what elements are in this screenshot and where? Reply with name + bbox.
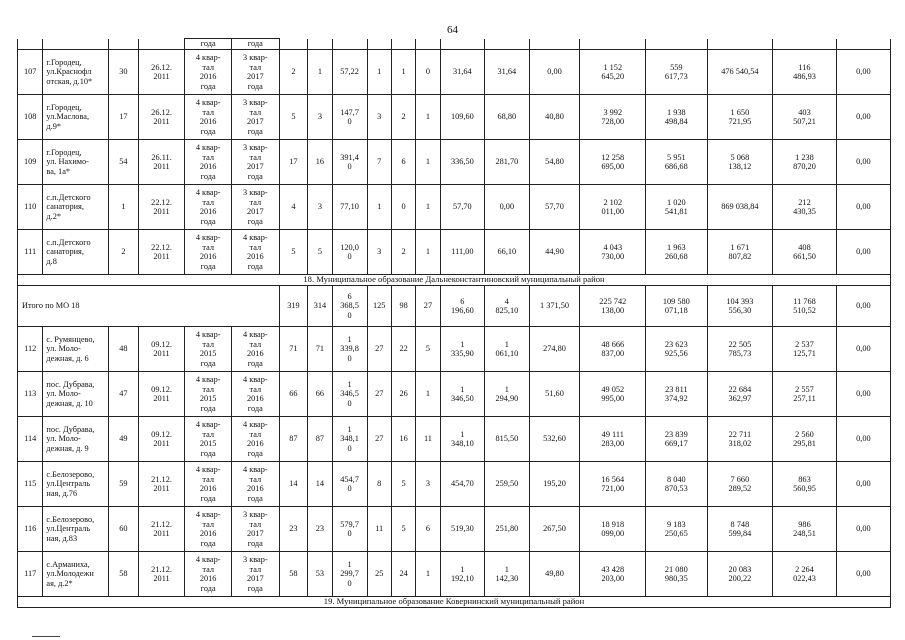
cell: 0,00 <box>836 507 890 552</box>
cell: 26.12. 2011 <box>138 50 185 95</box>
cell: 27 <box>367 372 391 417</box>
cell: 6 <box>391 140 415 185</box>
cell: 8 <box>367 462 391 507</box>
cell: 3 <box>308 95 332 140</box>
cell: 54 <box>109 140 139 185</box>
cell: 408 661,50 <box>773 230 837 275</box>
cell: 98 <box>391 286 415 327</box>
table-row <box>18 95 891 140</box>
cell: 30 <box>109 50 139 95</box>
cell: 1 <box>391 50 415 95</box>
cell: 4 квар- тал 2015 года <box>185 417 232 462</box>
cell: 27 <box>367 327 391 372</box>
address-cell: с.Белозерово, ул.Централь ная, д.76 <box>43 462 109 507</box>
row-number: 114 <box>18 417 43 462</box>
cell: 1 020 541,81 <box>646 185 707 230</box>
cell: 815,50 <box>485 417 529 462</box>
cell: 1 <box>416 552 440 597</box>
cell: 403 507,21 <box>773 95 837 140</box>
cell: 0,00 <box>836 230 890 275</box>
row-number: 116 <box>18 507 43 552</box>
cell: 5 951 686,68 <box>646 140 707 185</box>
cell: 454,70 <box>440 462 484 507</box>
cell <box>485 39 529 50</box>
cell: 125 <box>367 286 391 327</box>
cell: 18 918 099,00 <box>580 507 646 552</box>
table-row <box>18 140 891 185</box>
cell: 1 963 260,68 <box>646 230 707 275</box>
cell: 59 <box>109 462 139 507</box>
cell: 57,70 <box>440 185 484 230</box>
cell <box>836 39 890 50</box>
table-row <box>18 230 891 275</box>
cell: года <box>185 39 232 50</box>
cell: 1 <box>308 50 332 95</box>
total-row <box>18 286 891 327</box>
cell: 579,7 0 <box>332 507 367 552</box>
cell: 27 <box>416 286 440 327</box>
cell <box>391 39 415 50</box>
cell: 1 348,10 <box>440 417 484 462</box>
cell: 22 684 362,97 <box>707 372 773 417</box>
cell: 454,7 0 <box>332 462 367 507</box>
cell <box>308 39 332 50</box>
cell: 09.12. 2011 <box>138 372 185 417</box>
cell: 4 квар- тал 2016 года <box>185 230 232 275</box>
cell: 3 квар- тал 2017 года <box>231 95 279 140</box>
row-number: 113 <box>18 372 43 417</box>
row-number: 112 <box>18 327 43 372</box>
cell: 1 650 721,95 <box>707 95 773 140</box>
cell: 21 080 980,35 <box>646 552 707 597</box>
cell: 251,80 <box>485 507 529 552</box>
cell: 147,7 0 <box>332 95 367 140</box>
cell: 51,60 <box>529 372 580 417</box>
table-row <box>18 327 891 372</box>
cell <box>646 39 707 50</box>
cell: 57,22 <box>332 50 367 95</box>
address-cell: с.п.Детского санатория, д.8 <box>43 230 109 275</box>
cell: 2 102 011,00 <box>580 185 646 230</box>
cell: 11 <box>416 417 440 462</box>
cell: 16 <box>308 140 332 185</box>
cell: 4 квар- тал 2016 года <box>185 140 232 185</box>
cell: 11 <box>367 507 391 552</box>
cell: 26 <box>391 372 415 417</box>
cell: 47 <box>109 372 139 417</box>
cell: 58 <box>279 552 308 597</box>
group-mo18-rows <box>18 50 891 275</box>
cell: 1 142,30 <box>485 552 529 597</box>
cell: 1 299,7 0 <box>332 552 367 597</box>
row-number: 107 <box>18 50 43 95</box>
cell: 16 564 721,00 <box>580 462 646 507</box>
address-cell: г.Городец, ул. Нахимо- ва, 1а* <box>43 140 109 185</box>
cell: 3 <box>308 185 332 230</box>
cell: 274,80 <box>529 327 580 372</box>
cell: 49,80 <box>529 552 580 597</box>
cell: 319 <box>279 286 308 327</box>
cell <box>773 39 837 50</box>
cell: 58 <box>109 552 139 597</box>
cell: 26.12. 2011 <box>138 95 185 140</box>
cell: 225 742 138,00 <box>580 286 646 327</box>
row-number: 110 <box>18 185 43 230</box>
cell: 3 992 728,00 <box>580 95 646 140</box>
table-row <box>18 185 891 230</box>
cell: 4 <box>279 185 308 230</box>
cell: 71 <box>308 327 332 372</box>
cell: 4 квар- тал 2016 года <box>185 185 232 230</box>
cell: 0,00 <box>836 372 890 417</box>
cell: 2 <box>279 50 308 95</box>
cell: 7 660 289,52 <box>707 462 773 507</box>
cell: 66 <box>279 372 308 417</box>
cell: 267,50 <box>529 507 580 552</box>
cell: 1 346,50 <box>440 372 484 417</box>
cell: 49 <box>109 417 139 462</box>
cell: 4 квар- тал 2016 года <box>185 507 232 552</box>
cell: 7 <box>367 140 391 185</box>
cell: 0,00 <box>836 140 890 185</box>
cell: 4 825,10 <box>485 286 529 327</box>
cell: 21.12. 2011 <box>138 507 185 552</box>
cell: 53 <box>308 552 332 597</box>
cell <box>367 39 391 50</box>
cell: 2 557 257,11 <box>773 372 837 417</box>
cell: 4 квар- тал 2016 года <box>185 95 232 140</box>
cell: 1 346,5 0 <box>332 372 367 417</box>
address-cell: г.Городец, ул.Краснофл отская, д.10* <box>43 50 109 95</box>
cell: 1 192,10 <box>440 552 484 597</box>
cell: 22.12. 2011 <box>138 185 185 230</box>
page-number: 64 <box>447 24 458 36</box>
cell: 3 <box>367 230 391 275</box>
cell: 559 617,73 <box>646 50 707 95</box>
cell: 863 560,95 <box>773 462 837 507</box>
cell: 3 <box>416 462 440 507</box>
cell: 23 623 925,56 <box>646 327 707 372</box>
cell: 66,10 <box>485 230 529 275</box>
cell: 259,50 <box>485 462 529 507</box>
cell: 23 811 374,92 <box>646 372 707 417</box>
cell: 5 <box>279 230 308 275</box>
cell: 31,64 <box>440 50 484 95</box>
margin-mark <box>32 633 60 637</box>
cell: 104 393 556,30 <box>707 286 773 327</box>
cell: 120,0 0 <box>332 230 367 275</box>
cell: 3 квар- тал 2017 года <box>231 50 279 95</box>
cell: 111,00 <box>440 230 484 275</box>
cell: 3 <box>367 95 391 140</box>
cell: 09.12. 2011 <box>138 417 185 462</box>
cell: 57,70 <box>529 185 580 230</box>
cell: 2 537 125,71 <box>773 327 837 372</box>
cell: 4 квар- тал 2015 года <box>185 372 232 417</box>
cell: 532,60 <box>529 417 580 462</box>
cell: 20 083 200,22 <box>707 552 773 597</box>
row-number: 117 <box>18 552 43 597</box>
cell: 22.12. 2011 <box>138 230 185 275</box>
cell: 23 839 669,17 <box>646 417 707 462</box>
cell: 1 <box>109 185 139 230</box>
cell: 4 квар- тал 2016 года <box>231 230 279 275</box>
cell <box>440 39 484 50</box>
cell: 1 294,90 <box>485 372 529 417</box>
cell: 48 666 837,00 <box>580 327 646 372</box>
cell: 1 339,8 0 <box>332 327 367 372</box>
cell: 2 560 295,81 <box>773 417 837 462</box>
row-number: 111 <box>18 230 43 275</box>
row-number: 108 <box>18 95 43 140</box>
cell: 391,4 0 <box>332 140 367 185</box>
cell: 26.11. 2011 <box>138 140 185 185</box>
cell: 22 711 318,02 <box>707 417 773 462</box>
cell: 60 <box>109 507 139 552</box>
cell: 1 348,1 0 <box>332 417 367 462</box>
cell: 476 540,54 <box>707 50 773 95</box>
address-cell: с. Румянцево, ул. Моло- дежная, д. 6 <box>43 327 109 372</box>
cell: 1 <box>367 185 391 230</box>
cell: 4 квар- тал 2016 года <box>185 462 232 507</box>
table-row <box>18 50 891 95</box>
cell <box>279 39 308 50</box>
cell: 4 квар- тал 2016 года <box>231 327 279 372</box>
cell: 22 <box>391 327 415 372</box>
cell: 0,00 <box>836 185 890 230</box>
cell: 77,10 <box>332 185 367 230</box>
cell <box>109 39 139 50</box>
cell: 49 111 283,00 <box>580 417 646 462</box>
cell: 1 938 498,84 <box>646 95 707 140</box>
cell: 109,60 <box>440 95 484 140</box>
housing-program-table <box>17 38 891 608</box>
cell: 8 748 599,84 <box>707 507 773 552</box>
address-cell: пос. Дубрава, ул. Моло- дежная, д. 10 <box>43 372 109 417</box>
cell: 1 671 807,82 <box>707 230 773 275</box>
table-row <box>18 417 891 462</box>
cell <box>332 39 367 50</box>
cell: 14 <box>308 462 332 507</box>
section-title-18: 18. Муниципальное образование Дальнеконстантиновский муниципальный район <box>18 275 891 286</box>
cell <box>416 39 440 50</box>
cell: 519,30 <box>440 507 484 552</box>
cell: 5 <box>391 462 415 507</box>
cell: 4 квар- тал 2016 года <box>185 552 232 597</box>
cell: 12 258 695,00 <box>580 140 646 185</box>
total-label: Итого по МО 18 <box>18 286 280 327</box>
cell: 44,90 <box>529 230 580 275</box>
cell: 5 <box>308 230 332 275</box>
address-cell: с.Белозерово, ул.Централь ная, д.83 <box>43 507 109 552</box>
cell: 6 368,5 0 <box>332 286 367 327</box>
cell: 14 <box>279 462 308 507</box>
cell: 1 <box>416 185 440 230</box>
cell: 31,64 <box>485 50 529 95</box>
cell: 0 <box>416 50 440 95</box>
cell: 0 <box>391 185 415 230</box>
cell: 66 <box>308 372 332 417</box>
cell: 4 квар- тал 2016 года <box>231 462 279 507</box>
cell <box>580 39 646 50</box>
cell <box>529 39 580 50</box>
cell: 24 <box>391 552 415 597</box>
cell: 22 505 785,73 <box>707 327 773 372</box>
address-cell: г.Городец, ул.Маслова, д.9* <box>43 95 109 140</box>
cell: 1 238 870,20 <box>773 140 837 185</box>
cell: 49 052 995,00 <box>580 372 646 417</box>
cell: 1 <box>416 140 440 185</box>
cell: 9 183 250,65 <box>646 507 707 552</box>
cell: 0,00 <box>836 95 890 140</box>
cell: 40,80 <box>529 95 580 140</box>
cell: 0,00 <box>529 50 580 95</box>
cell <box>707 39 773 50</box>
cell: 6 <box>416 507 440 552</box>
cell: 0,00 <box>836 462 890 507</box>
cell: 43 428 203,00 <box>580 552 646 597</box>
cell: года <box>231 39 279 50</box>
cell: 869 038,84 <box>707 185 773 230</box>
cell: 5 <box>391 507 415 552</box>
cell: 2 <box>391 95 415 140</box>
cell: 87 <box>279 417 308 462</box>
cell: 986 248,51 <box>773 507 837 552</box>
section-row <box>18 597 891 608</box>
cell: 23 <box>308 507 332 552</box>
cell: 71 <box>279 327 308 372</box>
cell: 2 264 022,43 <box>773 552 837 597</box>
cell: 54,80 <box>529 140 580 185</box>
cell: 1 152 645,20 <box>580 50 646 95</box>
cell: 1 <box>416 95 440 140</box>
cell: 3 квар- тал 2017 года <box>231 140 279 185</box>
cell: 336,50 <box>440 140 484 185</box>
address-cell: с.п.Детского санатория, д.2* <box>43 185 109 230</box>
group-mo19-rows <box>18 327 891 597</box>
cell: 4 квар- тал 2016 года <box>231 417 279 462</box>
cell: 4 043 730,00 <box>580 230 646 275</box>
cell: 2 <box>391 230 415 275</box>
cell: 4 квар- тал 2016 года <box>231 372 279 417</box>
cell: 0,00 <box>836 417 890 462</box>
cell: 0,00 <box>836 327 890 372</box>
table-row <box>18 372 891 417</box>
cell: 23 <box>279 507 308 552</box>
cell: 195,20 <box>529 462 580 507</box>
section-row <box>18 275 891 286</box>
cell: 1 371,50 <box>529 286 580 327</box>
table-row <box>18 552 891 597</box>
cell: 27 <box>367 417 391 462</box>
cell: 09.12. 2011 <box>138 327 185 372</box>
cell: 1 335,90 <box>440 327 484 372</box>
cell: 1 <box>367 50 391 95</box>
cell: 21.12. 2011 <box>138 552 185 597</box>
cell: 1 061,10 <box>485 327 529 372</box>
cell: 0,00 <box>836 286 890 327</box>
cell: 5 <box>279 95 308 140</box>
cell: 3 квар- тал 2017 года <box>231 552 279 597</box>
cell: 0,00 <box>485 185 529 230</box>
continuation-row <box>18 39 891 50</box>
cell: 1 <box>416 230 440 275</box>
cell: 0,00 <box>836 552 890 597</box>
cell: 3 квар- тал 2017 года <box>231 507 279 552</box>
section-title-19: 19. Муниципальное образование Ковернинский муниципальный район <box>18 597 891 608</box>
cell: 25 <box>367 552 391 597</box>
cell: 5 068 138,12 <box>707 140 773 185</box>
cell: 48 <box>109 327 139 372</box>
cell: 87 <box>308 417 332 462</box>
cell <box>138 39 185 50</box>
cell: 4 квар- тал 2016 года <box>185 50 232 95</box>
cell: 0,00 <box>836 50 890 95</box>
cell: 2 <box>109 230 139 275</box>
cell: 3 квар- тал 2017 года <box>231 185 279 230</box>
cell: 17 <box>109 95 139 140</box>
address-cell: пос. Дубрава, ул. Моло- дежная, д. 9 <box>43 417 109 462</box>
cell: 1 <box>416 372 440 417</box>
table-row <box>18 462 891 507</box>
address-cell: с.Арманиха, ул.Молодежн ая, д.2* <box>43 552 109 597</box>
cell: 314 <box>308 286 332 327</box>
cell: 17 <box>279 140 308 185</box>
cell: 5 <box>416 327 440 372</box>
cell: 116 486,93 <box>773 50 837 95</box>
cell: 21.12. 2011 <box>138 462 185 507</box>
cell: 68,80 <box>485 95 529 140</box>
cell: 109 580 071,18 <box>646 286 707 327</box>
cell: 281,70 <box>485 140 529 185</box>
cell <box>18 39 43 50</box>
cell <box>43 39 109 50</box>
cell: 6 196,60 <box>440 286 484 327</box>
cell: 11 768 510,52 <box>773 286 837 327</box>
row-number: 109 <box>18 140 43 185</box>
cell: 16 <box>391 417 415 462</box>
cell: 8 040 870,53 <box>646 462 707 507</box>
cell: 212 430,35 <box>773 185 837 230</box>
table-row <box>18 507 891 552</box>
row-number: 115 <box>18 462 43 507</box>
cell: 4 квар- тал 2015 года <box>185 327 232 372</box>
